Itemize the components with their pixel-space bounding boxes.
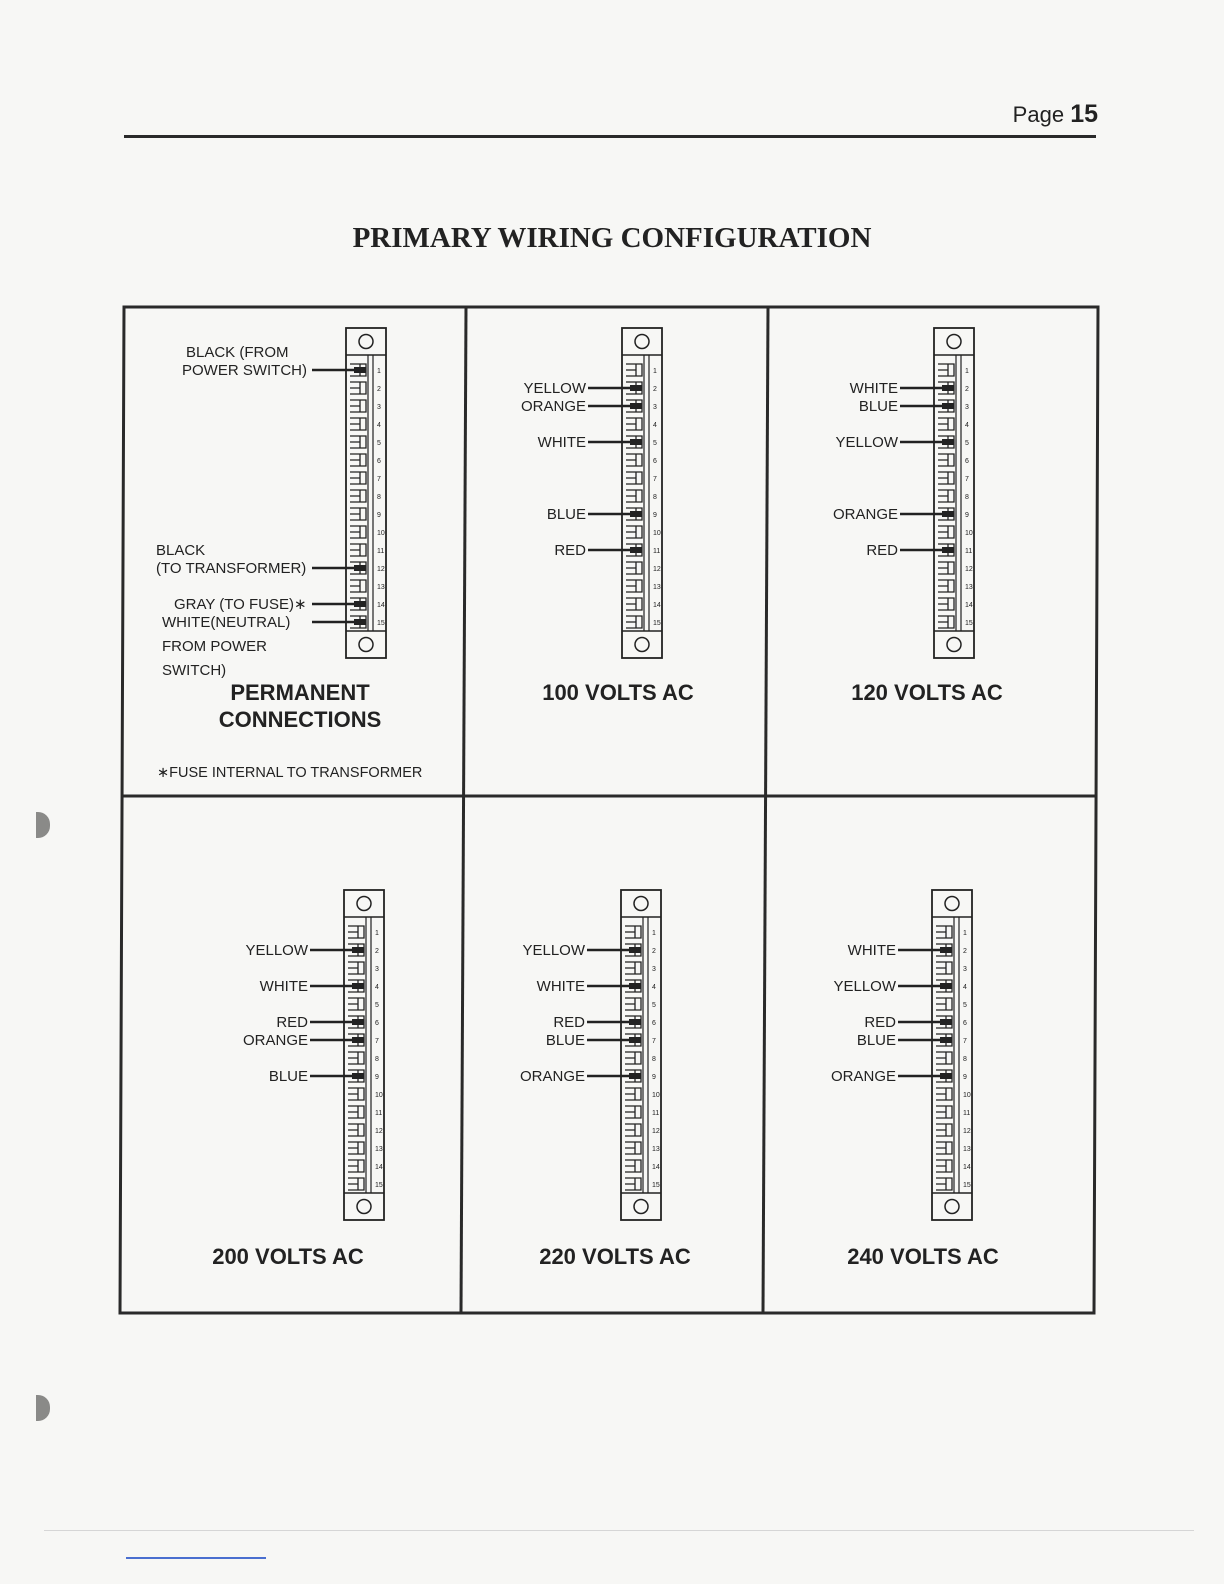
pin-number: 15 [652, 1182, 660, 1189]
terminal-icon [936, 1106, 952, 1118]
wire-label: ORANGE [520, 398, 586, 415]
terminal-icon [938, 616, 954, 628]
terminal-icon [938, 490, 954, 502]
terminal-icon [350, 382, 366, 394]
pin-number: 11 [963, 1110, 971, 1117]
terminal-icon [348, 1160, 364, 1172]
wire-label: (TO TRANSFORMER) [156, 560, 307, 577]
pin-number: 14 [377, 602, 385, 609]
pin-number: 7 [652, 1038, 656, 1045]
pin-number: 5 [375, 1002, 379, 1009]
footnote: ∗FUSE INTERNAL TO TRANSFORMER [157, 765, 423, 781]
terminal-icon [938, 454, 954, 466]
pin-number: 3 [963, 966, 967, 973]
pin-number: 6 [963, 1020, 967, 1027]
pin-number: 1 [653, 368, 657, 375]
terminal-icon [350, 454, 366, 466]
terminal-panel [520, 890, 691, 1269]
panel-caption: 100 VOLTS AC [542, 680, 694, 705]
wire-label: RED [276, 1014, 308, 1031]
pin-number: 5 [965, 440, 969, 447]
terminal-icon [626, 598, 642, 610]
pin-number: 1 [965, 368, 969, 375]
terminal-icon [936, 926, 952, 938]
terminal-icon [348, 1178, 364, 1190]
pin-number: 5 [652, 1002, 656, 1009]
wire-label: BLUE [858, 398, 898, 415]
wire-label: BLUE [545, 1032, 585, 1049]
terminal-icon [625, 1052, 641, 1064]
pin-number: 13 [653, 584, 661, 591]
panel-grid [120, 307, 1098, 1313]
pin-number: 15 [375, 1182, 383, 1189]
wire-label: BLUE [268, 1068, 308, 1085]
terminal-icon [938, 364, 954, 376]
pin-number: 1 [963, 930, 967, 937]
pin-number: 4 [965, 422, 969, 429]
pin-number: 10 [377, 530, 385, 537]
terminal-icon [626, 472, 642, 484]
terminal-icon [625, 1106, 641, 1118]
panel-caption: 200 VOLTS AC [212, 1244, 364, 1269]
pin-number: 12 [652, 1128, 660, 1135]
pin-number: 13 [377, 584, 385, 591]
wire-label: ORANGE [242, 1032, 308, 1049]
wire-label: ORANGE [519, 1068, 585, 1085]
pin-number: 8 [965, 494, 969, 501]
pin-number: 8 [377, 494, 381, 501]
pin-number: 4 [375, 984, 379, 991]
pin-number: 10 [963, 1092, 971, 1099]
pin-number: 8 [963, 1056, 967, 1063]
pin-number: 14 [653, 602, 661, 609]
panel-caption: 120 VOLTS AC [851, 680, 1003, 705]
terminal-icon [626, 616, 642, 628]
outer-border [120, 307, 1098, 1313]
pin-number: 6 [965, 458, 969, 465]
terminal-icon [348, 1052, 364, 1064]
pin-number: 8 [652, 1056, 656, 1063]
terminal-icon [936, 1052, 952, 1064]
wire-label: BLUE [546, 506, 586, 523]
pin-number: 9 [653, 512, 657, 519]
wire-label: WHITE [536, 978, 585, 995]
terminal-icon [936, 1088, 952, 1100]
terminal-icon [936, 962, 952, 974]
terminal-icon [350, 418, 366, 430]
pin-number: 2 [653, 386, 657, 393]
pin-number: 7 [377, 476, 381, 483]
pin-number: 14 [652, 1164, 660, 1171]
pin-number: 6 [375, 1020, 379, 1027]
wire-label: YELLOW [245, 942, 308, 959]
scan-mark [126, 1557, 266, 1559]
pin-number: 5 [653, 440, 657, 447]
wire-label: WHITE(NEUTRAL) [162, 614, 291, 631]
panel-caption: CONNECTIONS [218, 707, 382, 732]
pin-number: 3 [652, 966, 656, 973]
pin-number: 1 [377, 368, 381, 375]
terminal-icon [938, 580, 954, 592]
wire-label: YELLOW [523, 380, 586, 397]
pin-number: 14 [375, 1164, 383, 1171]
pin-number: 14 [965, 602, 973, 609]
terminal-icon [625, 998, 641, 1010]
pin-number: 9 [652, 1074, 656, 1081]
terminal-icon [936, 1178, 952, 1190]
wire-label: BLUE [856, 1032, 896, 1049]
pin-number: 15 [963, 1182, 971, 1189]
column-divider [461, 307, 466, 1313]
terminal-icon [350, 508, 366, 520]
wire-label: RED [554, 542, 586, 559]
terminal-panel [831, 890, 999, 1269]
mounting-hole-icon [945, 1200, 959, 1214]
pin-number: 7 [653, 476, 657, 483]
mounting-hole-icon [635, 638, 649, 652]
terminal-icon [350, 544, 366, 556]
pin-number: 9 [963, 1074, 967, 1081]
terminal-icon [350, 580, 366, 592]
terminal-icon [936, 1160, 952, 1172]
pin-number: 2 [963, 948, 967, 955]
pin-number: 7 [963, 1038, 967, 1045]
wire-label: WHITE [849, 380, 898, 397]
terminal-icon [626, 526, 642, 538]
terminal-icon [348, 1106, 364, 1118]
mounting-hole-icon [945, 897, 959, 911]
pin-number: 11 [375, 1110, 383, 1117]
terminal-icon [938, 562, 954, 574]
pin-number: 3 [375, 966, 379, 973]
pin-number: 13 [963, 1146, 971, 1153]
pin-number: 7 [375, 1038, 379, 1045]
terminal-icon [348, 998, 364, 1010]
pin-number: 13 [652, 1146, 660, 1153]
pin-number: 15 [653, 620, 661, 627]
pin-number: 13 [965, 584, 973, 591]
panel-caption: 220 VOLTS AC [539, 1244, 691, 1269]
wire-label: YELLOW [835, 434, 898, 451]
pin-number: 9 [377, 512, 381, 519]
pin-number: 11 [652, 1110, 660, 1117]
pin-number: 1 [375, 930, 379, 937]
mounting-hole-icon [634, 897, 648, 911]
terminal-icon [625, 1160, 641, 1172]
terminal-icon [625, 1178, 641, 1190]
page-title: PRIMARY WIRING CONFIGURATION [352, 222, 872, 254]
pin-number: 2 [375, 948, 379, 955]
pin-number: 12 [653, 566, 661, 573]
page-number-value: 15 [1070, 100, 1098, 128]
pin-number: 5 [963, 1002, 967, 1009]
pin-number: 13 [375, 1146, 383, 1153]
column-divider [763, 307, 768, 1313]
pin-number: 1 [652, 930, 656, 937]
pin-number: 12 [965, 566, 973, 573]
pin-number: 12 [963, 1128, 971, 1135]
terminal-panel [521, 328, 694, 705]
pin-number: 11 [965, 548, 973, 555]
pin-number: 11 [377, 548, 385, 555]
pin-number: 7 [965, 476, 969, 483]
wire-label: GRAY (TO FUSE)∗ [174, 596, 307, 613]
pin-number: 12 [375, 1128, 383, 1135]
pin-number: 3 [377, 404, 381, 411]
pin-number: 15 [965, 620, 973, 627]
wire-label: ORANGE [830, 1068, 896, 1085]
terminal-icon [626, 364, 642, 376]
terminal-icon [626, 454, 642, 466]
terminal-panel [833, 328, 1003, 705]
mounting-hole-icon [357, 1200, 371, 1214]
wire-label: POWER SWITCH) [182, 362, 307, 379]
pin-number: 2 [652, 948, 656, 955]
wire-label: YELLOW [522, 942, 585, 959]
pin-number: 12 [377, 566, 385, 573]
wire-label: BLACK [156, 542, 206, 559]
mounting-hole-icon [947, 638, 961, 652]
panel-caption: 240 VOLTS AC [847, 1244, 999, 1269]
pin-number: 3 [653, 404, 657, 411]
terminal-icon [350, 436, 366, 448]
wire-label: WHITE [537, 434, 586, 451]
pin-number: 4 [963, 984, 967, 991]
terminal-icon [348, 1088, 364, 1100]
terminal-icon [625, 962, 641, 974]
panel-caption: PERMANENT [230, 680, 370, 705]
mounting-hole-icon [635, 335, 649, 349]
mounting-hole-icon [359, 638, 373, 652]
terminal-icon [625, 1088, 641, 1100]
terminal-icon [625, 926, 641, 938]
wire-label: WHITE [259, 978, 308, 995]
terminal-icon [350, 400, 366, 412]
pin-number: 15 [377, 620, 385, 627]
pin-number: 10 [375, 1092, 383, 1099]
pin-number: 10 [652, 1092, 660, 1099]
terminal-icon [350, 526, 366, 538]
terminal-icon [348, 962, 364, 974]
wire-label: YELLOW [833, 978, 896, 995]
terminal-icon [626, 418, 642, 430]
wire-label: RED [553, 1014, 585, 1031]
pin-number: 10 [653, 530, 661, 537]
wire-label: SWITCH) [162, 662, 227, 679]
terminal-icon [936, 998, 952, 1010]
wire-label: RED [864, 1014, 896, 1031]
pin-number: 10 [965, 530, 973, 537]
terminal-icon [938, 526, 954, 538]
pin-number: 8 [653, 494, 657, 501]
pin-number: 4 [653, 422, 657, 429]
terminal-icon [625, 1142, 641, 1154]
terminal-icon [938, 472, 954, 484]
terminal-icon [348, 1142, 364, 1154]
terminal-icon [350, 490, 366, 502]
mounting-hole-icon [947, 335, 961, 349]
panels-layer [156, 328, 1003, 1269]
pin-number: 6 [652, 1020, 656, 1027]
terminal-icon [936, 1142, 952, 1154]
pin-number: 3 [965, 404, 969, 411]
mounting-hole-icon [634, 1200, 648, 1214]
terminal-icon [348, 926, 364, 938]
terminal-icon [626, 490, 642, 502]
mounting-hole-icon [359, 335, 373, 349]
terminal-panel [156, 328, 422, 781]
pin-number: 2 [965, 386, 969, 393]
terminal-icon [938, 418, 954, 430]
page-label: Page [1012, 102, 1065, 127]
terminal-icon [626, 580, 642, 592]
scan-edge-line [44, 1530, 1194, 1531]
pin-number: 6 [653, 458, 657, 465]
pin-number: 5 [377, 440, 381, 447]
pin-number: 8 [375, 1056, 379, 1063]
pin-number: 11 [653, 548, 661, 555]
terminal-icon [936, 1124, 952, 1136]
pin-number: 9 [965, 512, 969, 519]
wire-label: FROM POWER [162, 638, 267, 655]
pin-number: 9 [375, 1074, 379, 1081]
pin-number: 14 [963, 1164, 971, 1171]
wire-label: ORANGE [832, 506, 898, 523]
pin-number: 4 [652, 984, 656, 991]
pin-number: 2 [377, 386, 381, 393]
pin-number: 4 [377, 422, 381, 429]
terminal-icon [348, 1124, 364, 1136]
wire-label: BLACK (FROM [186, 344, 289, 361]
terminal-icon [626, 562, 642, 574]
wire-label: WHITE [847, 942, 896, 959]
pin-number: 6 [377, 458, 381, 465]
mounting-hole-icon [357, 897, 371, 911]
terminal-icon [938, 598, 954, 610]
terminal-panel [212, 890, 384, 1269]
terminal-icon [625, 1124, 641, 1136]
wire-label: RED [866, 542, 898, 559]
terminal-icon [350, 472, 366, 484]
